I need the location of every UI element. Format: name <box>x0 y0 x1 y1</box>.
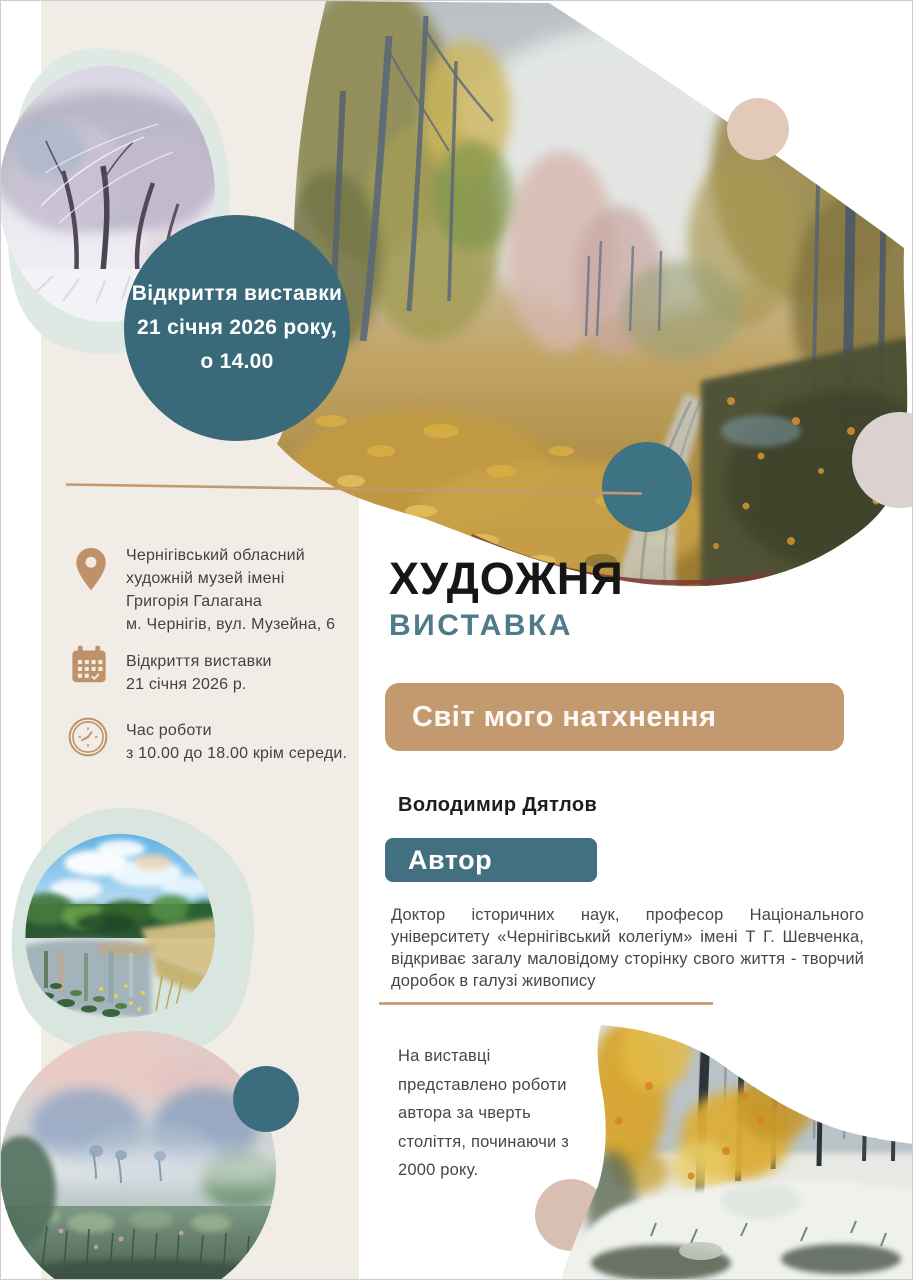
exhibition-title-banner <box>385 683 844 751</box>
hours-line: з 10.00 до 18.00 крім середи. <box>126 745 348 762</box>
exhibition-title: Світ мого натхнення <box>412 700 717 733</box>
first-snow-autumn-painting <box>559 1011 913 1280</box>
opening-line: Відкриття виставки <box>126 653 272 670</box>
note-line: представлено роботи <box>398 1075 567 1094</box>
note-line: автора за чверть <box>398 1104 531 1122</box>
venue-line: м. Чернігів, вул. Музейна, 6 <box>126 616 336 633</box>
note-line: На виставці <box>398 1047 491 1065</box>
opening-badge-line: 21 січня 2026 року, <box>136 316 338 339</box>
clock-icon <box>67 716 109 763</box>
opening-badge <box>125 216 349 440</box>
venue-line: Чернігівський обласний <box>126 547 305 564</box>
calendar-icon <box>70 644 108 689</box>
artist-bio: Доктор історичних наук, професор Національного університету «Чернігівський колегіум» імені Т Г. Шевченка, відкриває загалу маловідому сторінку свого життя - творчий доробок в галузі живопису <box>391 906 864 990</box>
opening-badge-line: Відкриття виставки <box>131 282 343 305</box>
author-label: Автор <box>408 844 493 875</box>
venue-info <box>126 544 335 636</box>
hours-info <box>126 719 347 765</box>
poster-title-sub: ВИСТАВКА <box>389 609 573 642</box>
decor-circle-teal-mid <box>602 442 692 532</box>
opening-badge-line: о 14.00 <box>200 350 274 373</box>
decor-circle-teal-small <box>233 1066 299 1132</box>
exhibition-note <box>398 1042 569 1185</box>
opening-line: 21 січня 2026 р. <box>126 676 247 693</box>
author-label-banner <box>385 838 597 882</box>
note-line: століття, починаючи з <box>398 1132 569 1151</box>
opening-info <box>126 650 272 696</box>
poster-title-main: ХУДОЖНЯ <box>389 553 624 604</box>
note-line: 2000 року. <box>398 1161 479 1179</box>
location-pin-icon <box>73 545 109 598</box>
artist-name: Володимир Дятлов <box>398 794 598 816</box>
venue-line: Григорія Галагана <box>126 593 262 610</box>
decor-circle-pink <box>727 98 789 160</box>
venue-line: художній музей імені <box>126 570 285 587</box>
hours-line: Час роботи <box>126 722 212 739</box>
